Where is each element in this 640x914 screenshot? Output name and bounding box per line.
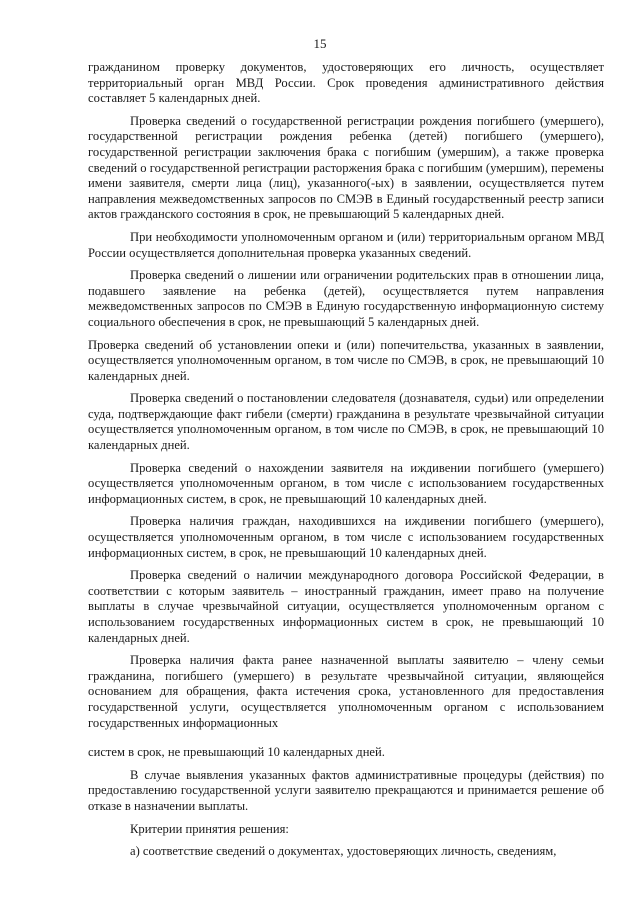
document-body bbox=[88, 60, 604, 867]
page-number: 15 bbox=[313, 36, 327, 51]
paragraph-9: Проверка сведений о наличии международного договора Российской Федерации, в соответствии с которым заявитель – иностранный гражданин, имеет право на получение выплаты в случае чрезвычайной ситуации, осуществляется уполномоченным органом с использованием государственных информационных систем в срок, не превышающий 10 календарных дней. bbox=[88, 568, 604, 645]
paragraph-10: Проверка наличия факта ранее назначенной выплаты заявителю – члену семьи гражданина, погибшего (умершего) в результате чрезвычайной ситуации, являющейся основанием для обращения, факта истечения срока, установленного для предоставления государственной услуги, осуществляется уполномоченным органом с использованием государственных информационных bbox=[88, 653, 604, 730]
paragraph-3: При необходимости уполномоченным органом и (или) территориальным органом МВД России осуществляется дополнительная проверка указанных сведений. bbox=[88, 229, 604, 260]
paragraph-1: гражданином проверку документов, удостоверяющих его личность, осуществляет территориальный орган МВД России. Срок проведения административного действия составляет 5 календарных дней. bbox=[88, 60, 604, 106]
paragraph-11: систем в срок, не превышающий 10 календарных дней. bbox=[88, 745, 385, 760]
paragraph-13: Критерии принятия решения: bbox=[130, 821, 289, 836]
paragraph-2: Проверка сведений о государственной регистрации рождения погибшего (умершего), государственной регистрации рождения ребенка (детей) погибшего (умершего), государственной регистрации заключения брака с погибшим (умершим), а также проверка сведений о государственной регистрации расторжения брака с погибшим (умершим), перемены имени заявителя, смерти лица (лиц), указанного(-ых) в заявлении, осуществляется путем направления межведомственных запросов по СМЭВ в Единый государственный реестр записи актов гражданского состояния в срок, не превышающий 5 календарных дней. bbox=[88, 113, 604, 222]
paragraph-7: Проверка сведений о нахождении заявителя на иждивении погибшего (умершего) осуществляется уполномоченным органом, в том числе с использованием государственных информационных систем, в срок, не превышающий 10 календарных дней. bbox=[88, 460, 604, 506]
paragraph-4: Проверка сведений о лишении или ограничении родительских прав в отношении лица, подавшего заявление на ребенка (детей), осуществляется путем направления межведомственных запросов по СМЭВ в Единую государственную информационную систему социального обеспечения в срок, не превышающий 5 календарных дней. bbox=[88, 268, 604, 329]
paragraph-5: Проверка сведений об установлении опеки и (или) попечительства, указанных в заявлении, осуществляется уполномоченным органом, в том числе по СМЭВ, в срок, не превышающий 10 календарных дней. bbox=[88, 337, 604, 383]
paragraph-8: Проверка наличия граждан, находившихся на иждивении погибшего (умершего), осуществляется уполномоченным органом, в том числе с использованием государственных информационных систем, в срок, не превышающий 10 календарных дней. bbox=[88, 514, 604, 560]
paragraph-14: а) соответствие сведений о документах, удостоверяющих личность, сведениям, bbox=[130, 844, 557, 859]
paragraph-12: В случае выявления указанных фактов административные процедуры (действия) по предоставлению государственной услуги заявителю прекращаются и принимается решение об отказе в назначении выплаты. bbox=[88, 767, 604, 813]
paragraph-6: Проверка сведений о постановлении следователя (дознавателя, судьи) или определении суда, подтверждающие факт гибели (смерти) гражданина в результате чрезвычайной ситуации осуществляется уполномоченным органом, в том числе по СМЭВ, в срок, не превышающий 10 календарных дней. bbox=[88, 391, 604, 453]
